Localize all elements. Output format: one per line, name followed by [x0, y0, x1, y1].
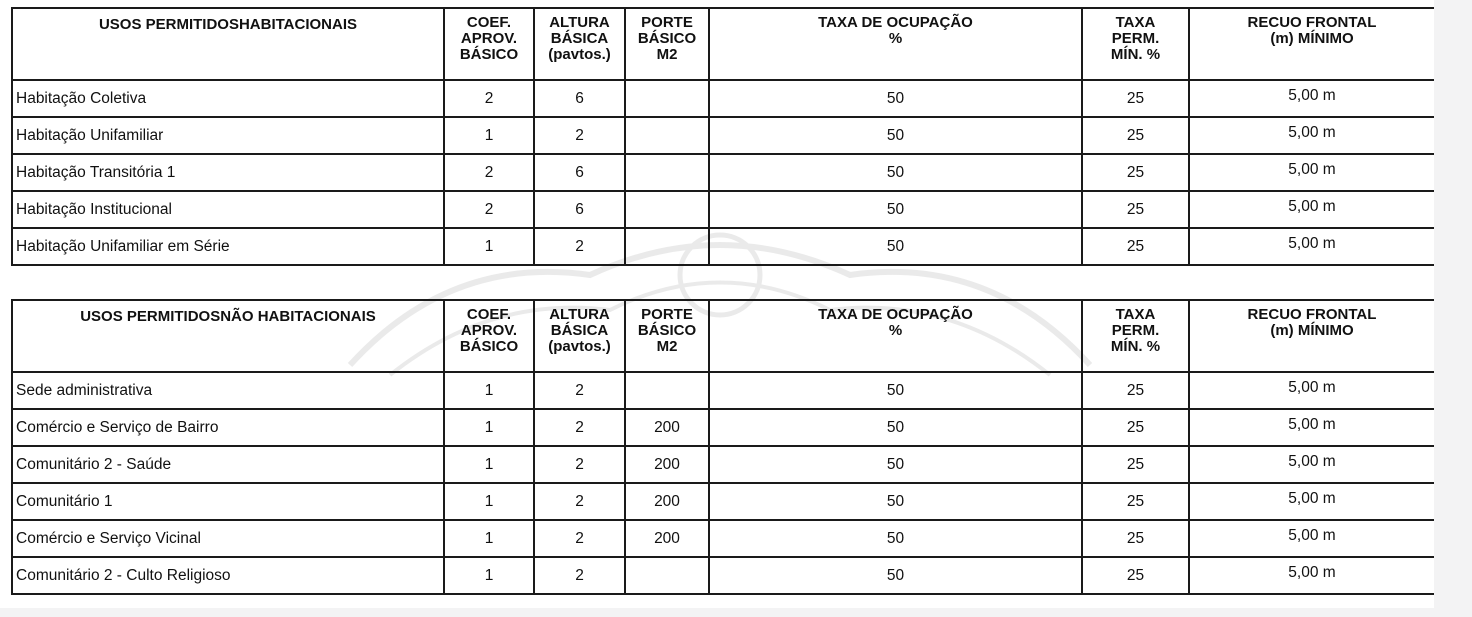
- column-header-line: TAXA: [1115, 14, 1156, 31]
- table-row: [12, 117, 1435, 154]
- cell-taxa-perm: 25: [1082, 520, 1189, 557]
- cell-uso: Comunitário 2 - Saúde: [12, 446, 444, 483]
- column-header-coef: [444, 300, 534, 372]
- cell-coef: 2: [444, 80, 534, 117]
- table-row: [12, 446, 1435, 483]
- habitacionais-table: [11, 7, 1436, 266]
- cell-coef: 1: [444, 228, 534, 265]
- cell-uso: Comunitário 2 - Culto Religioso: [12, 557, 444, 594]
- cell-taxa-ocupacao: 50: [709, 154, 1082, 191]
- column-header-taxa-perm: [1082, 8, 1189, 80]
- cell-altura: 6: [534, 80, 625, 117]
- column-header-line: TAXA: [1115, 306, 1156, 323]
- table-row: [12, 557, 1435, 594]
- cell-taxa-perm: 25: [1082, 228, 1189, 265]
- cell-uso: Habitação Transitória 1: [12, 154, 444, 191]
- cell-coef: 1: [444, 520, 534, 557]
- table-row: [12, 154, 1435, 191]
- column-header-line: BÁSICO: [637, 322, 697, 339]
- cell-taxa-ocupacao: 50: [709, 483, 1082, 520]
- cell-taxa-ocupacao: 50: [709, 446, 1082, 483]
- cell-porte: [625, 228, 709, 265]
- cell-taxa-perm: 25: [1082, 191, 1189, 228]
- cell-uso: Habitação Institucional: [12, 191, 444, 228]
- column-header-line: MÍN. %: [1110, 338, 1161, 355]
- cell-taxa-ocupacao: 50: [709, 520, 1082, 557]
- table-row: [12, 520, 1435, 557]
- column-header-line: %: [888, 30, 903, 47]
- column-header-coef: [444, 8, 534, 80]
- table-row: [12, 409, 1435, 446]
- cell-porte: [625, 191, 709, 228]
- column-header-porte: [625, 8, 709, 80]
- column-header-line: APROV.: [460, 30, 518, 47]
- cell-uso: Habitação Coletiva: [12, 80, 444, 117]
- cell-uso: Comércio e Serviço Vicinal: [12, 520, 444, 557]
- column-header-line: %: [888, 322, 903, 339]
- column-header-line: BÁSICA: [550, 322, 609, 339]
- column-header-line: RECUO FRONTAL: [1247, 306, 1377, 323]
- cell-recuo: 5,00 m: [1189, 557, 1435, 594]
- cell-coef: 1: [444, 372, 534, 409]
- cell-uso: Comunitário 1: [12, 483, 444, 520]
- table-row: [12, 483, 1435, 520]
- cell-taxa-ocupacao: 50: [709, 117, 1082, 154]
- cell-porte: [625, 372, 709, 409]
- column-header-taxa-ocupacao: [709, 300, 1082, 372]
- cell-recuo: 5,00 m: [1189, 372, 1435, 409]
- column-header-line: BÁSICO: [637, 30, 697, 47]
- cell-recuo: 5,00 m: [1189, 409, 1435, 446]
- cell-taxa-perm: 25: [1082, 483, 1189, 520]
- cell-taxa-perm: 25: [1082, 409, 1189, 446]
- column-header-line: COEF.: [466, 14, 512, 31]
- column-header-line: ALTURA: [549, 306, 610, 323]
- column-header-taxa-ocupacao: [709, 8, 1082, 80]
- cell-uso: Habitação Unifamiliar: [12, 117, 444, 154]
- column-header-line: (pavtos.): [548, 338, 611, 355]
- column-header-line: APROV.: [460, 322, 518, 339]
- cell-coef: 1: [444, 446, 534, 483]
- cell-altura: 2: [534, 557, 625, 594]
- column-header-line: BÁSICA: [550, 30, 609, 47]
- column-header-line: M2: [656, 46, 678, 63]
- cell-porte: 200: [625, 446, 709, 483]
- cell-altura: 2: [534, 520, 625, 557]
- cell-recuo: 5,00 m: [1189, 117, 1435, 154]
- cell-altura: 6: [534, 154, 625, 191]
- column-header-line: (m) MÍNIMO: [1270, 322, 1354, 339]
- nao-habitacionais-tbody: [12, 300, 1435, 594]
- column-header-line: PERM.: [1111, 30, 1160, 47]
- cell-altura: 6: [534, 191, 625, 228]
- column-header-line: (m) MÍNIMO: [1270, 30, 1354, 47]
- table-row: [12, 228, 1435, 265]
- column-header-recuo: [1189, 8, 1435, 80]
- cell-taxa-perm: 25: [1082, 80, 1189, 117]
- column-header-line: TAXA DE OCUPAÇÃO: [818, 14, 973, 31]
- column-header-line: COEF.: [466, 306, 512, 323]
- cell-altura: 2: [534, 372, 625, 409]
- column-header-line: PORTE: [641, 14, 693, 31]
- cell-porte: 200: [625, 483, 709, 520]
- header-row: [12, 8, 1435, 80]
- cell-taxa-perm: 25: [1082, 446, 1189, 483]
- column-header-line: PORTE: [641, 306, 693, 323]
- cell-coef: 1: [444, 557, 534, 594]
- header-row: [12, 300, 1435, 372]
- cell-coef: 1: [444, 409, 534, 446]
- cell-porte: [625, 154, 709, 191]
- habitacionais-tbody: [12, 8, 1435, 265]
- cell-altura: 2: [534, 228, 625, 265]
- column-header-line: (pavtos.): [548, 46, 611, 63]
- column-header-line: PERM.: [1111, 322, 1160, 339]
- table-row: [12, 80, 1435, 117]
- column-header-porte: [625, 300, 709, 372]
- cell-coef: 2: [444, 191, 534, 228]
- cell-recuo: 5,00 m: [1189, 154, 1435, 191]
- cell-altura: 2: [534, 117, 625, 154]
- column-header-line: BÁSICO: [459, 46, 519, 63]
- cell-porte: 200: [625, 520, 709, 557]
- cell-altura: 2: [534, 483, 625, 520]
- cell-porte: 200: [625, 409, 709, 446]
- cell-recuo: 5,00 m: [1189, 228, 1435, 265]
- table-title: USOS PERMITIDOSHABITACIONAIS: [12, 8, 444, 80]
- bottom-margin: [0, 608, 1434, 617]
- cell-taxa-ocupacao: 50: [709, 409, 1082, 446]
- cell-porte: [625, 80, 709, 117]
- column-header-line: MÍN. %: [1110, 46, 1161, 63]
- cell-taxa-perm: 25: [1082, 372, 1189, 409]
- cell-taxa-perm: 25: [1082, 117, 1189, 154]
- column-header-altura: [534, 300, 625, 372]
- cell-recuo: 5,00 m: [1189, 80, 1435, 117]
- cell-altura: 2: [534, 409, 625, 446]
- table-row: [12, 372, 1435, 409]
- cell-taxa-ocupacao: 50: [709, 80, 1082, 117]
- cell-coef: 1: [444, 117, 534, 154]
- cell-taxa-ocupacao: 50: [709, 557, 1082, 594]
- nao-habitacionais-table: [11, 299, 1436, 595]
- cell-uso: Sede administrativa: [12, 372, 444, 409]
- column-header-line: TAXA DE OCUPAÇÃO: [818, 306, 973, 323]
- cell-recuo: 5,00 m: [1189, 520, 1435, 557]
- cell-recuo: 5,00 m: [1189, 446, 1435, 483]
- cell-uso: Habitação Unifamiliar em Série: [12, 228, 444, 265]
- column-header-line: BÁSICO: [459, 338, 519, 355]
- cell-taxa-ocupacao: 50: [709, 191, 1082, 228]
- cell-coef: 1: [444, 483, 534, 520]
- cell-recuo: 5,00 m: [1189, 483, 1435, 520]
- table-title: USOS PERMITIDOSNÃO HABITACIONAIS: [12, 300, 444, 372]
- cell-taxa-perm: 25: [1082, 154, 1189, 191]
- right-margin: [1434, 0, 1472, 617]
- table-row: [12, 191, 1435, 228]
- column-header-taxa-perm: [1082, 300, 1189, 372]
- cell-taxa-perm: 25: [1082, 557, 1189, 594]
- column-header-recuo: [1189, 300, 1435, 372]
- cell-recuo: 5,00 m: [1189, 191, 1435, 228]
- cell-taxa-ocupacao: 50: [709, 372, 1082, 409]
- cell-altura: 2: [534, 446, 625, 483]
- cell-coef: 2: [444, 154, 534, 191]
- cell-porte: [625, 117, 709, 154]
- cell-uso: Comércio e Serviço de Bairro: [12, 409, 444, 446]
- column-header-altura: [534, 8, 625, 80]
- column-header-line: M2: [656, 338, 678, 355]
- column-header-line: ALTURA: [549, 14, 610, 31]
- cell-porte: [625, 557, 709, 594]
- column-header-line: RECUO FRONTAL: [1247, 14, 1377, 31]
- cell-taxa-ocupacao: 50: [709, 228, 1082, 265]
